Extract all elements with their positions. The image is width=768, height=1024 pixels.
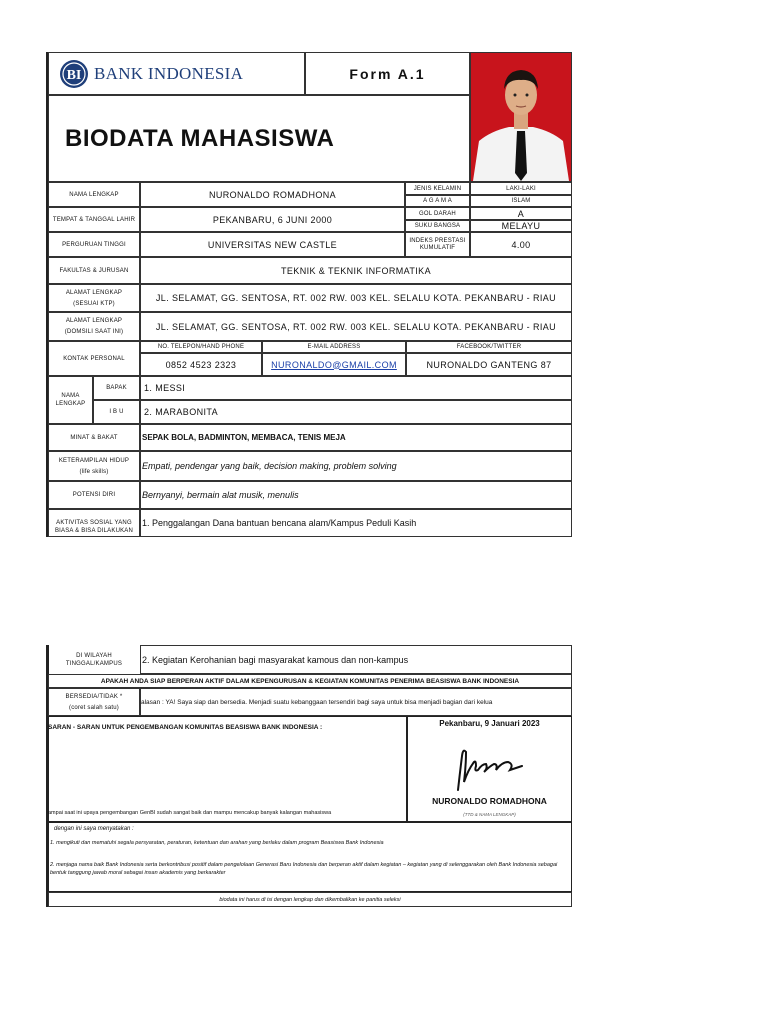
value-jk-text: LAKI-LAKI [506,185,536,192]
value-nama-text: NURONALDO ROMADHONA [208,189,337,200]
label-fakultas-text: FAKULTAS & JURUSAN [59,267,129,274]
header-telp-text: NO. TELEPON/HAND PHONE [157,344,245,350]
value-ketr-text: Empati, pendengar yang baik, decision making, problem solving [142,461,397,471]
label-ibu-text: I B U [109,409,124,415]
value-suku-text: MELAYU [501,221,541,231]
value-pt-text: UNIVERSITAS NEW CASTLE [207,239,338,250]
value-aktivitas-2-text: 2. Kegiatan Kerohanian bagi masyarakat kamous dan non-kampus [142,654,409,665]
value-potensi-text: Bernyanyi, bermain alat musik, menulis [142,490,299,500]
label-agama-text: A G A M A [423,198,452,204]
question-text: APAKAH ANDA SIAP BERPERAN AKTIF DALAM KEPENGURUSAN & KEGIATAN KOMUNITAS PENERIMA BEASISWA BANK INDONESIA [100,677,520,685]
bank-indonesia-logo-icon [59,59,89,89]
signature-icon [452,742,532,794]
label-aktivitas-text: AKTIVITAS SOSIAL YANG BIASA & BISA DILAKUKAN [54,520,134,534]
value-aktivitas-2 [140,645,572,674]
title-cell [48,95,470,182]
value-nama [140,182,405,207]
label-nama-text: NAMA LENGKAP [69,191,119,198]
label-ipk-text: INDEKS PRESTASI KUMULATIF [409,237,466,251]
label-ttl [48,207,140,232]
label-ortu-text: NAMA LENGKAP [55,393,86,407]
value-pt [140,232,405,257]
value-telp-text: 0852 4523 2323 [165,359,237,370]
value-jk [470,182,572,195]
label-bapak-text: BAPAK [106,385,127,391]
stmt-2: 2. menjaga nama baik Bank Indonesia serta berkontribusi positif dalam pengelolaan Generasi Baru Indonesia dan berperan aktif dalam kegiatan – kegiatan yang di selenggarakan oleh Bank Indonesia sebagai bentuk tanggung jawab moral sebagai insan akademis yang berkarakter [50,862,558,876]
value-alamat-ktp [140,284,572,312]
value-bapak-text: 1. MESSI [144,383,186,393]
label-ipk [405,232,470,257]
label-potensi-text: POTENSI DIRI [72,492,116,498]
value-keterampilan [140,451,572,481]
label-ibu [93,400,140,424]
value-minat [140,424,572,451]
signer-name: NURONALDO ROMADHONA [432,796,547,806]
value-goldar [470,207,572,220]
svg-text:BI: BI [66,67,82,83]
value-minat-text: SEPAK BOLA, BADMINTON, MEMBACA, TENIS MEJA [142,433,346,442]
sign-caption: (TTD & NAMA LENGKAP) [463,812,516,817]
value-fb-text: NURONALDO GANTENG 87 [426,359,552,370]
form-code-text: Form A.1 [349,65,426,82]
label-ortu [48,376,93,424]
label-keterampilan [48,451,140,481]
value-email [262,353,406,376]
value-saran: ampai saat ini upaya pengembangan GenBI sudah sangat baik dan mampu mencakup banyak kalangan mahasiswa [48,810,332,816]
label-agama [405,195,470,207]
value-aktivitas-1-text: 1. Penggalangan Dana bantuan bencana alam/Kampus Peduli Kasih [142,518,417,528]
value-agama-text: ISLAM [511,198,531,204]
value-fakultas-text: TEKNIK & TEKNIK INFORMATIKA [281,265,431,276]
label-alamat-dom-2: (DOMSILI SAAT INI) [64,329,124,335]
header-telp [140,341,262,353]
label-wilayah [48,645,140,674]
statement-box [48,822,572,892]
label-wilayah-text: DI WILAYAH TINGGAL/KAMPUS [65,652,123,667]
label-aktivitas [48,509,140,537]
bank-name: BANK INDONESIA [94,63,244,83]
label-kontak-text: KONTAK PERSONAL [63,355,125,362]
footer-note-text: biodata ini harus di isi dengan lengkap dan dikembalikan ke panitia seleksi [219,896,401,903]
label-bersedia [48,688,140,716]
label-saran: SARAN - SARAN UNTUK PENGEMBANGAN KOMUNITAS BEASISWA BANK INDONESIA : [48,724,323,731]
label-pt [48,232,140,257]
label-potensi [48,481,140,509]
value-ipk-text: 4.00 [511,239,531,250]
label-ttl-text: TEMPAT & TANGGAL LAHIR [52,216,136,223]
label-minat [48,424,140,451]
label-jk-text: JENIS KELAMIN [413,185,462,192]
label-goldar [405,207,470,220]
question-row [48,674,572,688]
saran-box [48,716,407,822]
portrait-icon [471,53,571,181]
header-fb [406,341,572,353]
stmt-intro: dengan ini saya menyatakan : [54,826,134,832]
value-aktivitas-1 [140,509,572,537]
label-nama [48,182,140,207]
label-alamat-domisili [48,312,140,341]
header-email [262,341,406,353]
value-ttl-text: PEKANBARU, 6 JUNI 2000 [212,214,333,225]
header-fb-text: FACEBOOK/TWITTER [456,344,522,350]
value-bersedia-text: alasan : YA! Saya siap dan bersedia. Menjadi suatu kebanggaan tersendiri bagi saya untuk bisa menjadi bagian dari kelua [141,698,493,706]
value-agama [470,195,572,207]
value-alamat-ktp-text: JL. SELAMAT, GG. SENTOSA, RT. 002 RW. 003 KEL. SELALU KOTA. PEKANBARU - RIAU [155,293,557,303]
email-link[interactable]: NURONALDO@GMAIL.COM [271,359,397,370]
sign-date: Pekanbaru, 9 Januari 2023 [439,719,540,728]
page-title: BIODATA MAHASISWA [65,124,335,152]
label-fakultas [48,257,140,284]
label-bersedia-1: BERSEDIA/TIDAK * [65,693,123,700]
header-email-text: E-MAIL ADDRESS [307,344,361,350]
footer-note [48,892,572,907]
value-goldar-text: A [517,208,525,219]
value-bapak [140,376,572,400]
label-jk [405,182,470,195]
label-goldar-text: GOL DARAH [419,210,456,217]
logo-cell [48,52,305,95]
stmt-1: 1. mengikuti dan mematuhi segala persyaratan, peraturan, ketentuan dan arahan yang berlaku dalam program Beasiswa Bank Indonesia [50,840,384,846]
label-bersedia-2: (coret salah satu) [69,704,119,711]
value-potensi [140,481,572,509]
value-ttl [140,207,405,232]
label-alamat-ktp [48,284,140,312]
value-fakultas [140,257,572,284]
label-alamat-ktp-2: (SESUAI KTP) [73,300,115,307]
form-code [305,52,470,95]
label-bapak [93,376,140,400]
student-photo [470,52,572,182]
value-bersedia [140,688,572,716]
value-fb [406,353,572,376]
label-alamat-ktp-1: ALAMAT LENGKAP [65,289,123,296]
label-suku-text: SUKU BANGSA [414,223,461,229]
value-alamat-domisili [140,312,572,341]
value-ibu [140,400,572,424]
label-suku [405,220,470,232]
label-minat-text: MINAT & BAKAT [70,434,118,441]
label-kontak [48,341,140,376]
value-ipk [470,232,572,257]
value-ibu-text: 2. MARABONITA [144,407,219,417]
label-pt-text: PERGURUAN TINGGI [62,241,126,248]
label-ketr-1: KETERAMPILAN HIDUP [58,457,130,464]
value-alamat-dom-text: JL. SELAMAT, GG. SENTOSA, RT. 002 RW. 003 KEL. SELALU KOTA. PEKANBARU - RIAU [155,321,557,332]
label-ketr-2: (life skills) [79,468,109,475]
value-telp [140,353,262,376]
label-alamat-dom-1: ALAMAT LENGKAP [65,318,123,324]
value-suku [470,220,572,232]
